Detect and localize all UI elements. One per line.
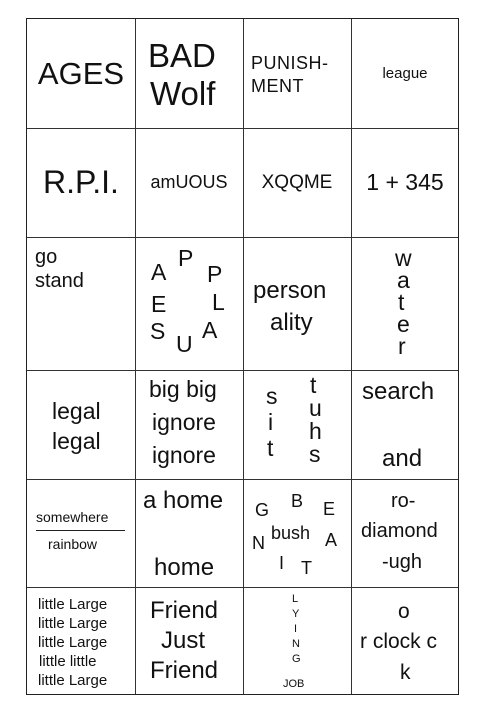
puzzle-text: little Large (38, 596, 108, 613)
puzzle-letter: Y (292, 608, 300, 620)
puzzle-letter: P (178, 245, 194, 271)
puzzle-text: Just (161, 627, 206, 654)
puzzle-letter: S (150, 318, 166, 344)
puzzle-cell-legal (27, 370, 135, 479)
puzzle-cell-rpi (27, 128, 135, 237)
puzzle-letter: L (292, 593, 299, 605)
puzzle-text: little Large (38, 615, 108, 632)
rebus-puzzle-grid (26, 18, 459, 695)
puzzle-letter: L (212, 289, 225, 315)
puzzle-letter: I (294, 623, 298, 635)
puzzle-text: little Large (38, 672, 108, 689)
puzzle-cell-somewhere-rainbow (27, 479, 135, 587)
puzzle-text: 1 + 345 (366, 169, 444, 195)
fraction-line (36, 530, 125, 531)
puzzle-letter: u (309, 395, 322, 421)
puzzle-text: -ugh (382, 551, 423, 573)
puzzle-text: PUNISH- (251, 53, 329, 73)
puzzle-text: JOB (283, 678, 305, 690)
puzzle-cell-go-stand (27, 237, 135, 370)
puzzle-letter: s (309, 441, 321, 467)
puzzle-text: BAD (148, 37, 216, 74)
puzzle-cell-amuous (135, 128, 243, 237)
puzzle-cell-personality (243, 237, 351, 370)
puzzle-letter: G (255, 500, 270, 520)
puzzle-cell-water-vertical (351, 237, 459, 370)
puzzle-text: legal (52, 428, 101, 454)
puzzle-cell-sit-tush (243, 370, 351, 479)
puzzle-letter: w (395, 245, 412, 271)
puzzle-text: little little (39, 653, 97, 670)
puzzle-cell-friend-just (135, 587, 243, 696)
puzzle-text: k (400, 661, 411, 684)
puzzle-letter: t (267, 435, 274, 461)
puzzle-text: person (253, 277, 327, 304)
puzzle-cell-league (351, 19, 459, 128)
puzzle-text: rainbow (48, 536, 98, 552)
puzzle-text: ignore (152, 409, 216, 435)
puzzle-text: big big (149, 376, 217, 402)
puzzle-text: Wolf (150, 75, 216, 112)
puzzle-text: a home (143, 487, 224, 514)
puzzle-text: amUOUS (150, 172, 228, 192)
puzzle-cell-lying-job (243, 587, 351, 696)
puzzle-letter: E (151, 291, 167, 317)
puzzle-letter: P (207, 261, 223, 287)
puzzle-cell-punishment (243, 19, 351, 128)
puzzle-cell-search-and (351, 370, 459, 479)
puzzle-text: ality (270, 309, 313, 336)
puzzle-text: somewhere (36, 509, 109, 525)
puzzle-cell-little-large (27, 587, 135, 696)
puzzle-text: diamond (361, 520, 438, 542)
puzzle-text: bush (271, 523, 311, 543)
puzzle-letter: h (309, 418, 322, 444)
puzzle-text: ro- (391, 490, 416, 512)
puzzle-letter: N (252, 533, 265, 553)
puzzle-cell-home (135, 479, 243, 587)
puzzle-cell-sum (351, 128, 459, 237)
puzzle-cell-applause-circle (135, 237, 243, 370)
puzzle-cell-ages (27, 19, 135, 128)
puzzle-letter: N (292, 638, 300, 650)
puzzle-letter: r (398, 333, 406, 359)
puzzle-text: o (398, 600, 410, 623)
puzzle-cell-clock (351, 587, 459, 696)
puzzle-letter: s (266, 383, 278, 409)
puzzle-letter: B (291, 491, 304, 511)
puzzle-letter: i (268, 409, 274, 435)
puzzle-text: and (382, 445, 423, 472)
puzzle-text: R.P.I. (43, 164, 119, 200)
puzzle-cell-big-ignore (135, 370, 243, 479)
puzzle-letter: A (151, 259, 167, 285)
puzzle-cell-beating-bush (243, 479, 351, 587)
puzzle-text: Friend (150, 597, 219, 624)
puzzle-text: XQQME (261, 171, 333, 193)
puzzle-text: little Large (38, 634, 108, 651)
puzzle-letter: G (292, 653, 301, 665)
puzzle-text: AGES (37, 55, 125, 91)
puzzle-letter: A (202, 317, 218, 343)
puzzle-letter: U (176, 331, 193, 357)
puzzle-text: league (382, 65, 428, 82)
puzzle-text: r clock c (360, 630, 438, 653)
puzzle-cell-diamond (351, 479, 459, 587)
puzzle-text: stand (35, 270, 84, 292)
puzzle-text: search (362, 378, 435, 405)
puzzle-text: ignore (152, 442, 216, 468)
puzzle-letter: E (323, 499, 336, 519)
puzzle-letter: t (310, 372, 317, 398)
puzzle-text: MENT (251, 76, 304, 96)
puzzle-text: go (35, 246, 58, 268)
puzzle-cell-xqqme (243, 128, 351, 237)
puzzle-letter: T (301, 558, 312, 578)
puzzle-cell-bad-wolf (135, 19, 243, 128)
puzzle-text: home (154, 554, 215, 581)
puzzle-text: Friend (150, 657, 219, 684)
puzzle-letter: I (279, 553, 285, 573)
puzzle-letter: t (398, 289, 405, 315)
puzzle-text: legal (52, 398, 101, 424)
puzzle-letter: e (397, 311, 410, 337)
puzzle-letter: A (325, 530, 338, 550)
puzzle-letter: a (397, 267, 410, 293)
